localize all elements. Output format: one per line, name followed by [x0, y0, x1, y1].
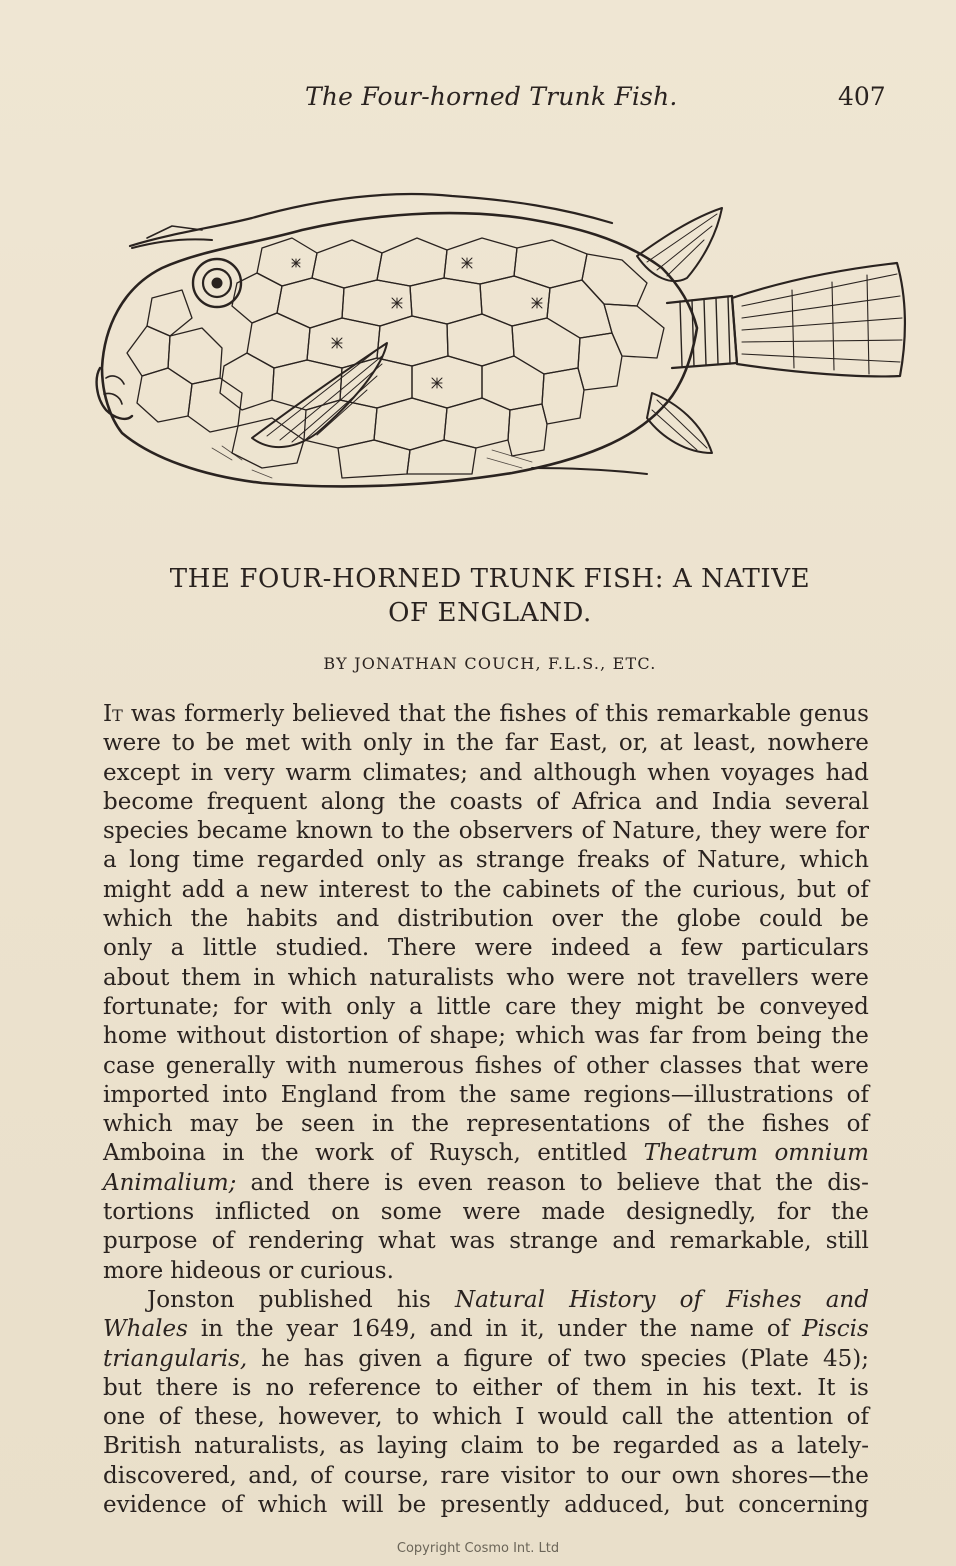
- body-line: might add a new interest to the cabinets of the curious, but of: [103, 876, 869, 903]
- body-line: tortions inflicted on some were made designedly, for the: [103, 1199, 869, 1226]
- body-line: become frequent along the coasts of Africa and India several: [103, 788, 869, 815]
- body-line: imported into England from the same regions—illustrations of: [103, 1081, 869, 1108]
- body-line: triangularis, he has given a figure of two species (Plate 45);: [103, 1345, 869, 1372]
- article-title-line-2: OF ENGLAND.: [388, 598, 592, 628]
- body-line: Animalium; and there is even reason to believe that the dis-: [103, 1169, 869, 1196]
- body-line: species became known to the observers of Nature, they were for: [103, 818, 869, 845]
- body-line: purpose of rendering what was strange and remarkable, still: [103, 1228, 869, 1255]
- body-line: except in very warm climates; and although when voyages had: [103, 759, 869, 786]
- body-line: case generally with numerous fishes of other classes that were: [103, 1052, 869, 1079]
- body-line: It was formerly believed that the fishes of this remarkable genus: [103, 701, 869, 727]
- body-line: which the habits and distribution over the globe could be: [103, 906, 869, 933]
- body-line: which may be seen in the representations of the fishes of: [103, 1111, 869, 1138]
- body-line: Jonston published his Natural History of Fishes and: [147, 1286, 869, 1313]
- body-line: Whales in the year 1649, and in it, under the name of Piscis: [103, 1316, 869, 1343]
- body-line: a long time regarded only as strange freaks of Nature, which: [103, 847, 869, 874]
- article-body: [103, 700, 869, 1520]
- body-line: fortunate; for with only a little care they might be conveyed: [103, 993, 869, 1020]
- body-line: home without distortion of shape; which was far from being the: [103, 1023, 869, 1050]
- trunk-fish-illustration: [92, 178, 922, 508]
- byline: BY JONATHAN COUCH, F.L.S., ETC.: [323, 654, 657, 673]
- body-line: Amboina in the work of Ruysch, entitled Theatrum omnium: [103, 1140, 869, 1167]
- copyright-notice: Copyright Cosmo Int. Ltd: [396, 1541, 560, 1556]
- body-line: one of these, however, to which I would call the attention of: [103, 1404, 869, 1431]
- running-head: The Four-horned Trunk Fish.: [305, 82, 678, 111]
- article-title-line-1: THE FOUR-HORNED TRUNK FISH: A NATIVE: [169, 564, 811, 594]
- body-line: were to be met with only in the far East, or, at least, nowhere: [103, 730, 869, 757]
- body-line: more hideous or curious.: [103, 1257, 394, 1284]
- body-line: discovered, and, of course, rare visitor to our own shores—the: [103, 1462, 869, 1489]
- article-title: [100, 562, 880, 630]
- body-line: but there is no reference to either of them in his text. It is: [103, 1374, 869, 1401]
- body-line: only a little studied. There were indeed a few particulars: [103, 935, 869, 962]
- body-line: British naturalists, as laying claim to be regarded as a lately-: [103, 1433, 869, 1460]
- body-line: evidence of which will be presently adduced, but concerning: [103, 1492, 869, 1519]
- body-line: about them in which naturalists who were not travellers were: [103, 964, 869, 991]
- page-number: 407: [838, 82, 886, 111]
